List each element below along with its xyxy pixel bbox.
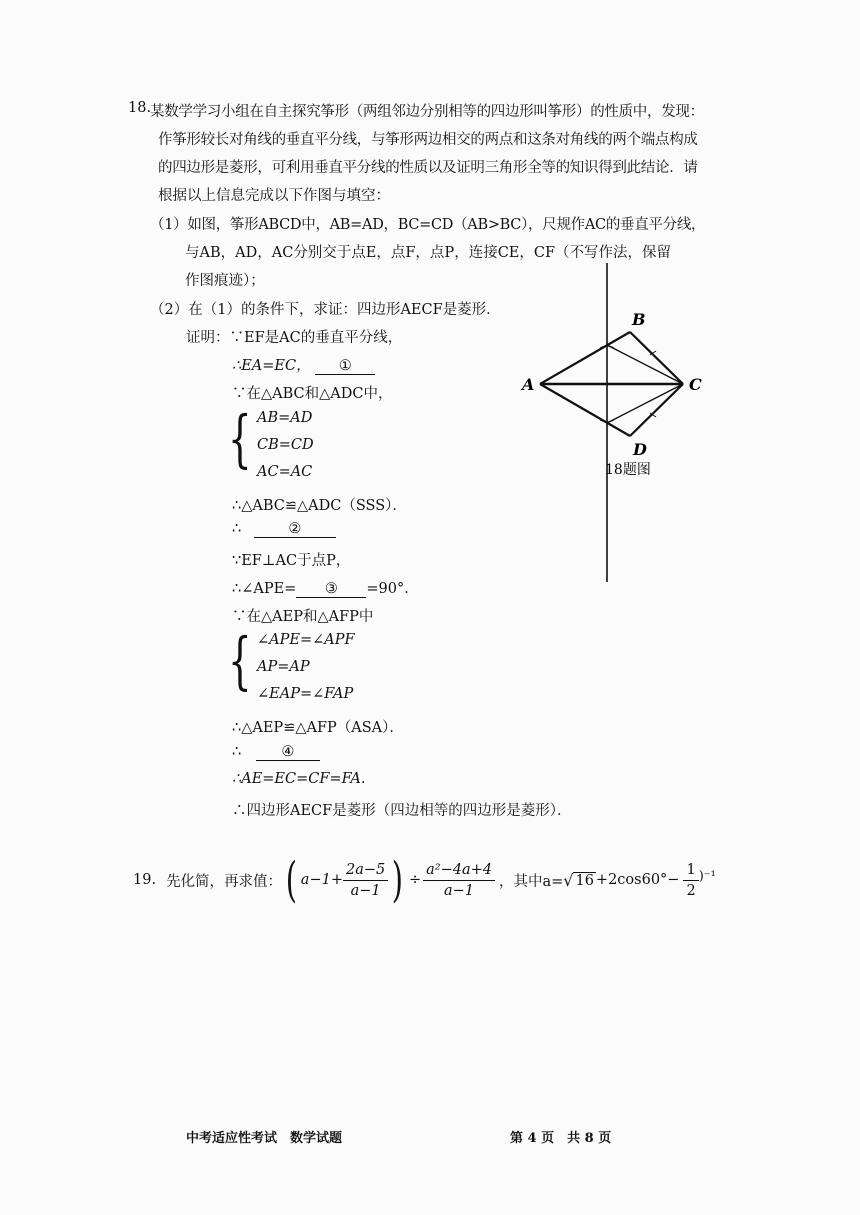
system-2-brace: { [228, 624, 252, 697]
figure-caption: 18题图 [605, 462, 651, 478]
proof-line-8: ∵在△AEP和△AFP中 [232, 609, 374, 625]
q18-number: 18. [128, 100, 152, 116]
construction-arc-3 [650, 351, 656, 355]
q19-sqrt-body: 16 [575, 872, 594, 889]
q18-intro-line-2: 作筝形较长对角线的垂直平分线，与筝形两边相交的两点和这条对角线的两个端点构成 [158, 132, 698, 148]
q19-tail: )⁻¹ [698, 868, 716, 884]
blank-1[interactable]: ① [315, 358, 375, 375]
q19-frac-3-den: 2 [686, 882, 696, 899]
q19-frac-3 [683, 860, 698, 901]
system-1-brace: { [228, 402, 252, 475]
proof-line-2 [232, 354, 375, 375]
q19-prompt: 先化简，再求值： [166, 873, 283, 890]
proof-line-10-text: ∴ [232, 744, 242, 760]
q19-frac-3-num: 1 [683, 860, 698, 881]
label-D: D [633, 440, 647, 459]
proof-line-7 [232, 577, 419, 598]
segment-CE [607, 345, 683, 384]
construction-arc-1 [600, 346, 614, 348]
q18-part1-line-1: （1）如图，筝形ABCD中，AB=AD，BC=CD（AB>BC），尺规作AC的垂直平分线， [150, 217, 706, 233]
segment-DA [540, 384, 630, 436]
q19-frac-2 [423, 860, 495, 901]
q19-div: ÷ [408, 872, 422, 888]
blank-3[interactable]: ③ [296, 581, 366, 598]
segment-CF [607, 384, 683, 423]
proof-line-12: ∴四边形AECF是菱形（四边相等的四边形是菱形）． [232, 803, 572, 819]
footer-exam-title: 中考适应性考试 数学试题 [186, 1131, 343, 1146]
q19-rest: +2cos60°− [595, 872, 680, 888]
q19-right-paren: ) [391, 852, 404, 908]
q19-expr-a1: a−1+ [300, 872, 343, 888]
proof-line-5 [232, 521, 336, 538]
proof-line-3: ∵在△ABC和△ADC中， [232, 386, 393, 402]
q18-part2-line: （2）在（1）的条件下，求证：四边形AECF是菱形． [150, 302, 501, 318]
label-C: C [689, 375, 702, 394]
q18-intro-line-4: 根据以上信息完成以下作图与填空： [158, 188, 390, 204]
blank-2[interactable]: ② [254, 521, 336, 538]
q19-left-paren: ( [285, 852, 298, 908]
q19-frac-1-den: a−1 [350, 882, 381, 899]
q18-part1-line-2: 与AB，AD，AC分别交于点E，点F，点P，连接CE，CF（不写作法，保留 [185, 245, 672, 261]
q19-frac-1-num: 2a−5 [343, 860, 388, 881]
label-A: A [522, 375, 535, 394]
q18-intro-line-1: 某数学学习小组在自主探究筝形（两组邻边分别相等的四边形叫筝形）的性质中，发现： [150, 104, 704, 120]
proof-line-1: 证明：∵EF是AC的垂直平分线， [186, 330, 403, 346]
construction-arc-2 [600, 420, 614, 422]
system-1-eq-3: AC=AC [257, 464, 313, 480]
blank-4[interactable]: ④ [256, 744, 320, 761]
system-2-eq-3: ∠EAP=∠FAP [257, 686, 354, 702]
label-B: B [632, 310, 646, 329]
q18-part1-line-3: 作图痕迹）； [185, 273, 265, 289]
q19-where: ，其中a= [498, 873, 564, 890]
footer-page-number: 第 4 页 共 8 页 [510, 1131, 612, 1146]
construction-arc-4 [650, 413, 656, 417]
proof-line-6: ∵EF⊥AC于点P， [232, 553, 351, 569]
segment-CD [630, 384, 683, 436]
segment-BC [630, 332, 683, 384]
proof-line-5-text: ∴ [232, 521, 242, 537]
q18-intro-line-3: 的四边形是菱形，可利用垂直平分线的性质以及证明三角形全等的知识得到此结论．请 [158, 160, 698, 176]
proof-line-2-text: ∴EA=EC， [232, 358, 311, 374]
proof-line-10 [232, 744, 320, 761]
system-2-eq-2: AP=AP [257, 659, 310, 675]
proof-line-4: ∴△ABC≌△ADC（SSS）． [232, 498, 407, 514]
q19-frac-2-den: a−1 [444, 882, 475, 899]
q19-line [133, 850, 716, 910]
proof-line-7b: =90°． [366, 581, 419, 597]
q19-number: 19. [133, 872, 157, 888]
segment-AB [540, 332, 630, 384]
proof-line-9: ∴△AEP≌△AFP（ASA）． [232, 720, 404, 736]
system-1-eq-1: AB=AD [257, 410, 313, 426]
proof-line-11: ∴AE=EC=CF=FA. [232, 771, 366, 787]
system-1-eq-2: CB=CD [257, 437, 314, 453]
q19-frac-1 [343, 860, 388, 901]
q19-frac-2-num: a²−4a+4 [423, 860, 495, 881]
system-2-eq-1: ∠APE=∠APF [257, 632, 355, 648]
q19-sqrt-sign: √ [563, 870, 574, 890]
proof-line-7a: ∴∠APE= [232, 581, 297, 597]
